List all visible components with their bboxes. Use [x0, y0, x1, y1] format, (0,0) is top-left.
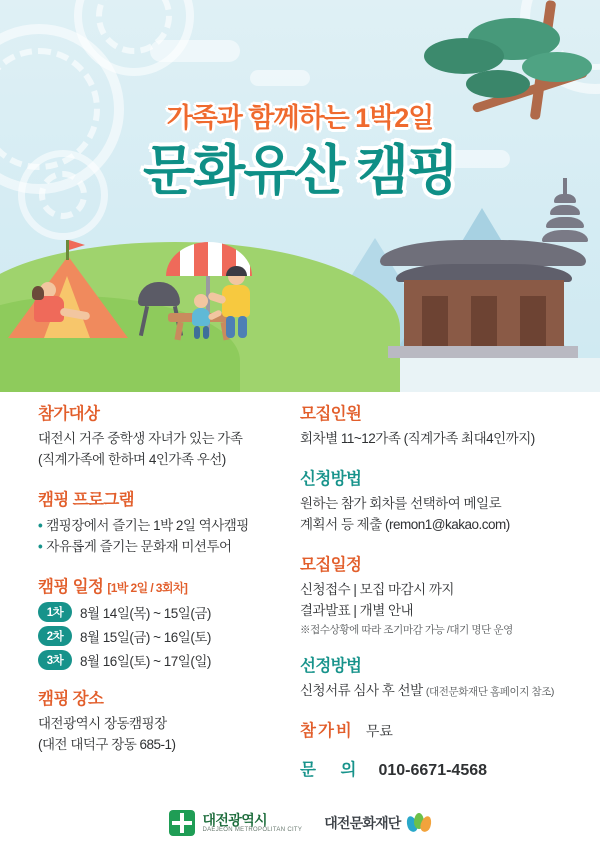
pine-foliage-icon — [522, 52, 592, 82]
status-badge: 1차 — [38, 602, 72, 622]
list-item — [38, 515, 290, 537]
recruit-note: ※접수상황에 따라 조기마감 가능 /대기 명단 운영 — [300, 623, 513, 636]
section-recruit-schedule — [300, 551, 580, 637]
daejeon-foundation-logo — [324, 813, 430, 833]
section-target-heading: 참가대상 — [38, 405, 100, 423]
footer-logos — [0, 799, 600, 847]
section-schedule-heading — [38, 573, 290, 597]
poster-main-title: 문화유산 캠핑 — [143, 141, 457, 201]
section-selection — [300, 652, 580, 702]
schedule-row — [38, 626, 290, 646]
selection-line1-text: 신청서류 심사 후 선발 — [300, 682, 423, 698]
poster-title — [0, 96, 600, 201]
city-logo-subtext: DAEJEON METROPOLITAN CITY — [202, 827, 303, 834]
section-capacity — [300, 400, 580, 450]
section-fee — [300, 717, 580, 741]
foundation-logo-text: 대전문화재단 — [324, 815, 401, 831]
section-program — [38, 486, 290, 558]
section-program-heading: 캠핑 프로그램 — [38, 490, 135, 509]
bullet-dot-icon: • — [38, 517, 43, 533]
section-place-heading: 캠핑 장소 — [38, 690, 104, 709]
section-apply — [300, 465, 580, 536]
city-logo-text: 대전광역시 — [202, 811, 268, 828]
section-place-line1: 대전광역시 장동캠핑장 — [38, 716, 167, 732]
section-apply-line2: 계획서 등 제출 (remon1@kakao.com) — [300, 516, 510, 532]
selection-line1-note: (대전문화재단 홈페이지 참조) — [425, 685, 555, 698]
fee-label: 참가비 — [300, 721, 354, 740]
section-apply-heading: 신청방법 — [300, 469, 362, 488]
section-inquiry — [300, 756, 580, 780]
pine-foliage-icon — [466, 70, 530, 98]
status-badge: 3차 — [38, 650, 72, 670]
poster-content — [0, 392, 600, 807]
person-child-icon — [186, 294, 220, 340]
section-capacity-line1: 회차별 11~12가족 (직계가족 최대4인까지) — [300, 431, 535, 446]
section-place-line2: (대전 대덕구 장동 685-1) — [38, 736, 176, 752]
daejeon-emblem-icon — [169, 810, 195, 836]
status-badge: 2차 — [38, 626, 72, 646]
recruit-line2: 결과발표 | 개별 안내 — [300, 602, 414, 618]
schedule-row-text: 8월 15일(금) ~ 16일(토) — [80, 630, 211, 646]
left-column — [38, 400, 290, 771]
section-capacity-heading: 모집인원 — [300, 405, 362, 423]
person-seated-icon — [30, 280, 100, 340]
section-recruit-schedule-heading: 모집일정 — [300, 555, 362, 574]
schedule-heading-text: 캠핑 일정 — [38, 578, 104, 597]
tent-flag-icon — [66, 240, 69, 260]
cloud-icon — [250, 70, 310, 86]
section-target — [38, 400, 290, 471]
recruit-line1: 신청접수 | 모집 마감시 까지 — [300, 581, 454, 597]
schedule-row — [38, 650, 290, 670]
cloud-icon — [150, 40, 240, 62]
daejeon-city-logo — [169, 810, 302, 836]
program-item-text: 캠핑장에서 즐기는 1박 2일 역사캠핑 — [46, 517, 249, 533]
foundation-leaf-icon — [407, 813, 431, 833]
hanok-palace-icon — [380, 234, 586, 358]
poster-subtitle: 가족과 함께하는 1박2일 — [166, 103, 434, 133]
section-apply-line1: 원하는 참가 회차를 선택하여 메일로 — [300, 495, 502, 511]
section-selection-heading: 선정방법 — [300, 656, 362, 675]
right-column — [300, 400, 580, 795]
inquiry-label: 문 의 — [300, 760, 367, 779]
section-schedule — [38, 573, 290, 670]
pine-foliage-icon — [424, 38, 504, 74]
section-place — [38, 685, 290, 756]
schedule-heading-note: [1박 2일 / 3회차] — [107, 581, 188, 596]
section-target-line2: (직계가족에 한하며 4인가족 우선) — [38, 451, 226, 467]
fee-value: 무료 — [365, 722, 393, 739]
schedule-row-text: 8월 14일(목) ~ 15일(금) — [80, 606, 211, 622]
list-item — [38, 536, 290, 558]
schedule-row-text: 8월 16일(토) ~ 17일(일) — [80, 654, 211, 670]
section-target-line1: 대전시 거주 중학생 자녀가 있는 가족 — [38, 431, 243, 446]
bullet-dot-icon: • — [38, 539, 43, 555]
person-adult-icon — [212, 268, 266, 340]
selection-line1 — [300, 681, 580, 702]
schedule-row — [38, 602, 290, 622]
inquiry-phone: 010-6671-4568 — [378, 761, 488, 779]
program-item-text: 자유롭게 즐기는 문화재 미션투어 — [46, 539, 232, 555]
